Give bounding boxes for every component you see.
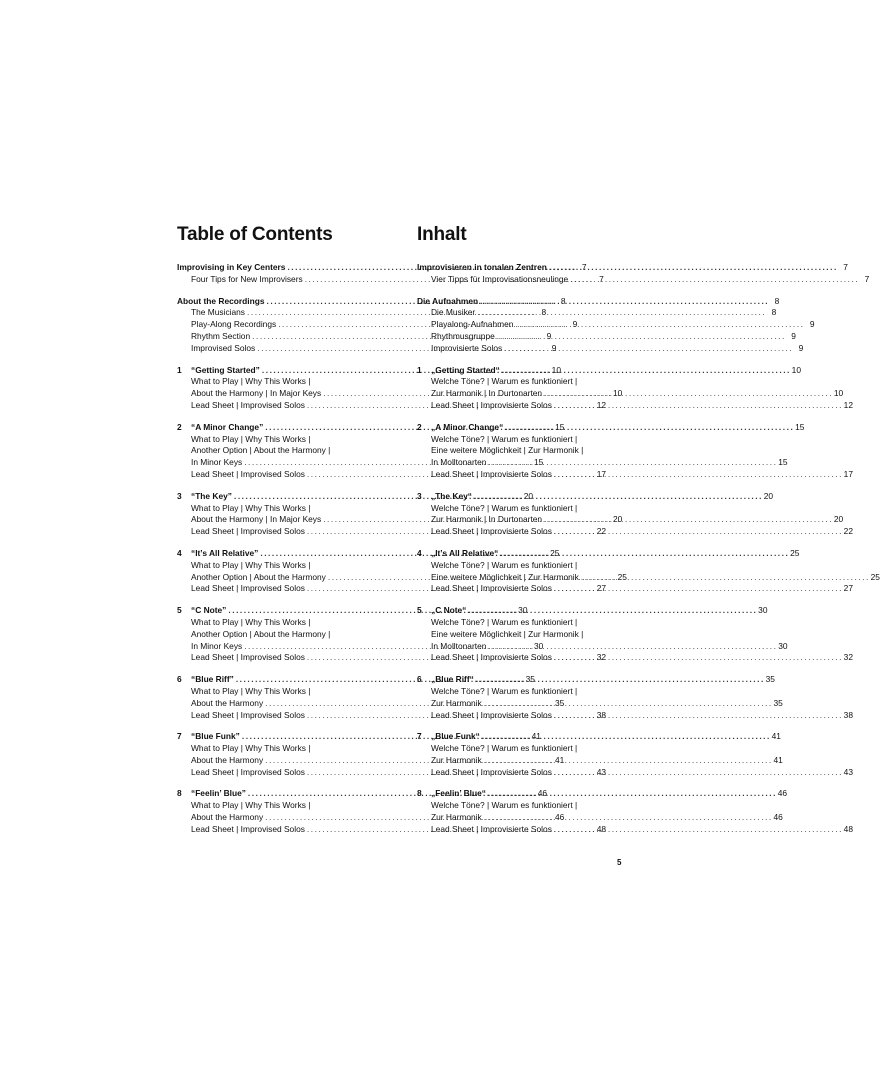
toc-subentry-text: Another Option | About the Harmony	[191, 571, 326, 582]
toc-entry-main	[417, 731, 781, 743]
dot-leader	[477, 307, 764, 319]
page-ref: 32	[596, 652, 607, 663]
toc-section	[417, 421, 853, 481]
page-ref: 20	[612, 514, 623, 525]
toc-entry-main	[417, 421, 805, 434]
page-ref: 8	[771, 307, 777, 318]
toc-subentry-text: Rhythm Section	[191, 330, 251, 341]
toc-title-german: Inhalt	[417, 224, 467, 245]
dot-leader	[484, 812, 771, 824]
page-ref: 15	[555, 421, 565, 432]
toc-entry-title: Improvisieren in tonalen Zentren	[417, 262, 547, 272]
page-ref: 35	[773, 697, 783, 708]
page-ref: 38	[843, 709, 853, 720]
toc-subentry-text: Improvisierte Solos	[431, 342, 503, 353]
dot-leader	[581, 572, 868, 584]
toc-entry-main	[177, 547, 560, 560]
dot-leader	[480, 296, 767, 308]
toc-subentry-text: Welche Töne? | Warum es funktioniert |	[431, 559, 578, 570]
page-ref: 22	[843, 526, 853, 537]
page-ref: 30	[778, 640, 788, 651]
toc-entry-sub	[417, 526, 853, 538]
toc-subentry-text: Eine weitere Möglichkeit | Zur Harmonik |	[431, 628, 584, 639]
chapter-number: 1	[177, 364, 182, 375]
toc-entry-sub	[417, 617, 623, 629]
toc-entry-sub	[417, 640, 788, 653]
toc-subentry-text: Rhythmusgruppe	[431, 330, 495, 341]
page-ref: 25	[790, 547, 800, 558]
toc-entry-main	[417, 788, 788, 800]
dot-leader	[484, 755, 771, 767]
dot-leader	[504, 343, 791, 355]
chapter-number: 3	[417, 490, 422, 501]
toc-entry-title: Die Aufnahmen	[417, 295, 479, 306]
toc-entry-title: “C Note”	[191, 605, 227, 616]
toc-subentry-text: Lead Sheet | Improvised Solos	[191, 709, 305, 720]
dot-leader	[544, 514, 831, 526]
toc-subentry-text: Welche Töne? | Warum es funktioniert |	[431, 616, 578, 627]
toc-subentry-text: Four Tips for New Improvisers	[191, 273, 303, 284]
toc-entry-main	[417, 364, 801, 377]
toc-entry-sub	[417, 812, 783, 824]
toc-entry-sub	[417, 629, 623, 641]
dot-leader	[554, 652, 841, 664]
toc-subentry-text: Lead Sheet | Improvised Solos	[191, 766, 305, 777]
chapter-number: 4	[417, 547, 422, 558]
toc-entry-sub	[177, 686, 383, 698]
page-ref: 41	[531, 731, 541, 742]
toc-subentry-text: What to Play | Why This Works |	[191, 376, 311, 387]
toc-subentry-text: In Minor Keys	[191, 457, 243, 468]
page-ref: 17	[843, 468, 853, 479]
page-ref: 30	[758, 605, 768, 616]
toc-entry-main	[417, 295, 780, 308]
page-ref: 46	[554, 812, 565, 823]
chapter-number: 3	[177, 490, 182, 501]
page-ref: 30	[533, 640, 544, 651]
toc-subentry-text: Zur Harmonik	[431, 754, 482, 765]
dot-leader	[474, 491, 761, 503]
toc-subentry-text: Lead Sheet | Improvisierte Solos	[431, 823, 552, 834]
toc-subentry-text: Welche Töne? | Warum es funktioniert |	[431, 800, 578, 811]
dot-leader	[484, 698, 771, 710]
toc-section	[417, 547, 880, 595]
toc-subentry-text: Lead Sheet | Improvised Solos	[191, 526, 305, 537]
page-ref: 35	[554, 697, 565, 708]
page-ref: 20	[833, 514, 844, 525]
toc-entry-title: „A Minor Change“	[431, 421, 504, 432]
toc-entry-sub	[177, 743, 383, 755]
chapter-number: 1	[417, 364, 422, 375]
chapter-number: 8	[417, 788, 422, 799]
toc-entry-sub	[417, 686, 623, 698]
toc-subentry-text: Lead Sheet | Improvisierte Solos	[431, 583, 552, 594]
toc-subentry-text: Welche Töne? | Warum es funktioniert |	[431, 433, 578, 444]
toc-entry-title: „Getting Started“	[431, 364, 500, 375]
toc-subentry-text: Lead Sheet | Improvisierte Solos	[431, 526, 552, 537]
toc-subentry-text: In Minor Keys	[191, 640, 243, 651]
toc-subentry-text: About the Harmony | In Major Keys	[191, 514, 322, 525]
page-ref: 35	[525, 674, 535, 685]
page-ref: 38	[596, 709, 607, 720]
toc-subentry-text: About the Harmony	[191, 754, 264, 765]
toc-entry-main	[177, 788, 548, 800]
chapter-number: 2	[177, 421, 182, 432]
toc-entry-sub	[417, 754, 783, 767]
toc-entry-sub	[417, 445, 623, 457]
toc-list-german	[417, 262, 880, 836]
toc-subentry-text: Zur Harmonik | In Durtonarten	[431, 514, 543, 525]
page-ref: 43	[843, 766, 853, 777]
dot-leader	[554, 469, 841, 481]
dot-leader	[554, 710, 841, 722]
page-ref: 15	[795, 421, 805, 432]
toc-entry-sub	[417, 583, 853, 595]
toc-entry-sub	[177, 376, 383, 388]
dot-leader	[482, 731, 769, 743]
toc-entry-main	[417, 547, 800, 560]
toc-subentry-text: The Musicians	[191, 307, 245, 318]
toc-entry-title: “Blue Funk”	[191, 731, 240, 742]
toc-entry-title: “It’s All Relative”	[191, 547, 259, 558]
toc-entry-title: „Blue Riff“	[431, 674, 474, 685]
toc-entry-sub	[417, 766, 853, 779]
toc-entry-title: „It’s All Relative“	[431, 547, 499, 558]
toc-entry-sub	[417, 560, 623, 572]
toc-subentry-text: Lead Sheet | Improvised Solos	[191, 399, 305, 410]
toc-entry-sub	[417, 823, 853, 836]
page-ref: 20	[523, 490, 534, 501]
page-ref: 48	[843, 823, 853, 834]
toc-subentry-text: Lead Sheet | Improvised Solos	[191, 583, 305, 594]
dot-leader	[554, 400, 841, 412]
toc-subentry-text: What to Play | Why This Works |	[191, 433, 311, 444]
page-ref: 30	[518, 605, 528, 616]
toc-subentry-text: What to Play | Why This Works |	[191, 743, 311, 754]
toc-subentry-text: Welche Töne? | Warum es funktioniert |	[431, 502, 578, 513]
toc-entry-sub	[417, 514, 844, 526]
toc-section	[417, 788, 853, 835]
page-ref: 25	[617, 571, 627, 582]
page-ref: 46	[773, 812, 783, 823]
toc-section	[417, 605, 853, 664]
dot-leader	[505, 422, 792, 434]
page-ref: 48	[596, 823, 607, 834]
page-ref: 43	[596, 766, 607, 777]
toc-subentry-text: Lead Sheet | Improvisierte Solos	[431, 399, 552, 410]
page-ref: 7	[864, 273, 870, 284]
toc-entry-main	[417, 674, 775, 686]
toc-subentry-text: About the Harmony | In Major Keys	[191, 388, 322, 399]
toc-subentry-text: Zur Harmonik | In Durtonarten	[431, 388, 543, 399]
toc-entry-sub	[417, 388, 844, 400]
toc-subentry-text: Welche Töne? | Warum es funktioniert |	[431, 376, 578, 387]
page-ref: 46	[537, 788, 548, 799]
page-ref: 9	[551, 342, 557, 353]
page-ref: 17	[596, 468, 607, 479]
page-ref: 20	[763, 490, 774, 501]
toc-subentry-text: What to Play | Why This Works |	[191, 616, 311, 627]
toc-entry-sub	[417, 697, 783, 710]
toc-section	[417, 364, 853, 412]
dot-leader	[515, 319, 802, 331]
dot-leader	[570, 274, 857, 286]
toc-entry-main	[417, 605, 768, 617]
dot-leader	[549, 262, 836, 274]
page-ref: 8	[541, 307, 547, 318]
toc-entry-sub	[417, 399, 853, 412]
toc-column-german	[417, 222, 880, 846]
page-ref: 10	[791, 364, 801, 375]
page-ref: 7	[599, 273, 604, 284]
toc-entry-title: About the Recordings	[177, 295, 265, 306]
dot-leader	[497, 331, 784, 343]
page-ref: 46	[777, 788, 788, 799]
toc-entry-sub	[417, 307, 777, 319]
toc-subentry-text: Lead Sheet | Improvised Solos	[191, 468, 305, 479]
toc-subentry-text: Vier Tipps für Improvisationsneulinge	[431, 273, 569, 284]
chapter-number: 6	[177, 674, 182, 685]
page-ref: 7	[843, 262, 848, 272]
toc-subentry-text: What to Play | Why This Works |	[191, 685, 311, 696]
toc-entry-sub	[177, 800, 383, 812]
toc-entry-title: Improvising in Key Centers	[177, 262, 286, 272]
toc-entry-title: “Feelin’ Blue”	[191, 788, 246, 799]
toc-subentry-text: Welche Töne? | Warum es funktioniert |	[431, 685, 578, 696]
dot-leader	[554, 583, 841, 595]
toc-entry-sub	[417, 319, 815, 331]
toc-entry-sub	[417, 273, 870, 286]
page-ref: 10	[612, 388, 623, 399]
toc-entry-title: “Getting Started”	[191, 364, 260, 375]
toc-subentry-text: Improvised Solos	[191, 342, 256, 353]
chapter-number: 6	[417, 674, 422, 685]
toc-subentry-text: Lead Sheet | Improvised Solos	[191, 652, 305, 663]
toc-subentry-text: Lead Sheet | Improvised Solos	[191, 823, 305, 834]
toc-entry-sub	[417, 800, 623, 812]
toc-entry-title: “A Minor Change”	[191, 421, 264, 432]
toc-entry-sub	[417, 342, 804, 355]
page-ref: 15	[533, 457, 544, 468]
toc-subentry-text: Another Option | About the Harmony |	[191, 445, 331, 456]
page-ref: 12	[843, 399, 853, 410]
dot-leader	[468, 605, 755, 617]
toc-subentry-text: What to Play | Why This Works |	[191, 559, 311, 570]
page-ref: 9	[809, 319, 815, 330]
page-ref: 27	[843, 583, 853, 594]
chapter-number: 7	[417, 731, 422, 742]
page-ref: 41	[554, 754, 565, 765]
page-ref: 22	[596, 526, 607, 537]
page-ref: 41	[773, 754, 783, 765]
dot-leader	[554, 824, 841, 836]
toc-entry-main	[177, 731, 541, 743]
toc-subentry-text: Eine weitere Möglichkeit | Zur Harmonik	[431, 571, 579, 582]
toc-subentry-text: What to Play | Why This Works |	[191, 800, 311, 811]
dot-leader	[476, 674, 763, 686]
page-ref: 32	[843, 652, 853, 663]
chapter-number: 5	[177, 605, 182, 616]
toc-subentry-text: Play-Along Recordings	[191, 319, 277, 330]
toc-entry-sub	[417, 743, 623, 755]
chapter-number: 5	[417, 605, 422, 616]
toc-entry-main	[177, 605, 528, 617]
page-ref: 7	[581, 262, 587, 272]
toc-entry-main	[177, 490, 534, 503]
toc-entry-title: „Blue Funk“	[431, 731, 480, 742]
chapter-number: 2	[417, 421, 422, 432]
toc-subentry-text: Welche Töne? | Warum es funktioniert |	[431, 743, 578, 754]
toc-section	[417, 674, 853, 721]
toc-subentry-text: Lead Sheet | Improvisierte Solos	[431, 468, 552, 479]
toc-subentry-text: Eine weitere Möglichkeit | Zur Harmonik |	[431, 445, 584, 456]
page-ref: 25	[550, 547, 560, 558]
toc-entry-sub	[177, 629, 383, 641]
toc-subentry-text: Lead Sheet | Improvisierte Solos	[431, 652, 552, 663]
dot-leader	[502, 365, 789, 377]
page-ref: 9	[546, 330, 552, 341]
page-ref: 9	[798, 342, 804, 353]
toc-entry-title: “The Key”	[191, 490, 232, 501]
toc-entry-main	[177, 421, 565, 434]
toc-entry-title: „C Note“	[431, 605, 467, 616]
toc-entry-title: „The Key“	[431, 490, 472, 501]
toc-entry-sub	[417, 571, 880, 584]
toc-entry-title: “Blue Riff”	[191, 674, 234, 685]
toc-subentry-text: In Molltonarten	[431, 640, 487, 651]
toc-entry-sub	[417, 376, 623, 388]
page-ref: 25	[870, 571, 880, 582]
dot-leader	[488, 788, 775, 800]
chapter-number: 4	[177, 547, 182, 558]
toc-entry-main	[417, 262, 848, 274]
toc-entry-main	[177, 364, 561, 377]
toc-entry-main	[417, 490, 774, 503]
chapter-number: 7	[177, 731, 182, 742]
toc-title-english: Table of Contents	[177, 224, 333, 245]
toc-section	[417, 295, 815, 355]
toc-entry-sub	[417, 457, 788, 469]
toc-subentry-text: Lead Sheet | Improvisierte Solos	[431, 709, 552, 720]
toc-section	[417, 490, 853, 538]
dot-leader	[488, 641, 775, 653]
toc-subentry-text: Playalong-Aufnahmen	[431, 319, 514, 330]
toc-section	[417, 731, 853, 778]
page-ref: 8	[774, 295, 780, 306]
toc-entry-sub	[417, 468, 853, 481]
toc-entry-sub	[177, 560, 383, 572]
page-ref: 12	[596, 399, 607, 410]
page-ref: 35	[765, 674, 775, 685]
chapter-number: 8	[177, 788, 182, 799]
toc-entry-sub	[177, 434, 383, 446]
page-ref: 15	[778, 457, 788, 468]
page-ref: 8	[560, 295, 566, 306]
toc-entry-sub	[417, 434, 623, 446]
toc-entry-sub	[177, 445, 383, 457]
page-ref: 10	[551, 364, 561, 375]
toc-subentry-text: Die Musiker	[431, 307, 476, 318]
page-ref: 27	[596, 583, 607, 594]
page-ref: 9	[791, 330, 796, 341]
toc-entry-sub	[177, 503, 383, 515]
page-ref: 41	[771, 731, 781, 742]
toc-section	[417, 262, 870, 286]
page-ref: 9	[572, 319, 578, 330]
toc-subentry-text: Zur Harmonik	[431, 697, 482, 708]
toc-subentry-text: In Molltonarten	[431, 457, 487, 468]
toc-entry-sub	[417, 330, 796, 343]
toc-subentry-text: About the Harmony	[191, 697, 264, 708]
toc-entry-title: „Feelin’ Blue“	[431, 788, 486, 799]
toc-entry-sub	[177, 617, 383, 629]
toc-subentry-text: What to Play | Why This Works |	[191, 502, 311, 513]
toc-subentry-text: Another Option | About the Harmony |	[191, 628, 331, 639]
dot-leader	[554, 526, 841, 538]
toc-entry-main	[177, 674, 535, 686]
toc-entry-sub	[417, 709, 853, 722]
toc-entry-sub	[417, 652, 853, 664]
page-ref: 10	[833, 388, 844, 399]
dot-leader	[488, 457, 775, 469]
dot-leader	[544, 388, 831, 400]
toc-subentry-text: Lead Sheet | Improvisierte Solos	[431, 766, 552, 777]
page-number: 5	[617, 858, 622, 867]
toc-entry-sub	[417, 503, 623, 515]
dot-leader	[500, 548, 787, 560]
toc-subentry-text: Zur Harmonik	[431, 812, 482, 823]
toc-subentry-text: About the Harmony	[191, 812, 264, 823]
dot-leader	[554, 767, 841, 779]
